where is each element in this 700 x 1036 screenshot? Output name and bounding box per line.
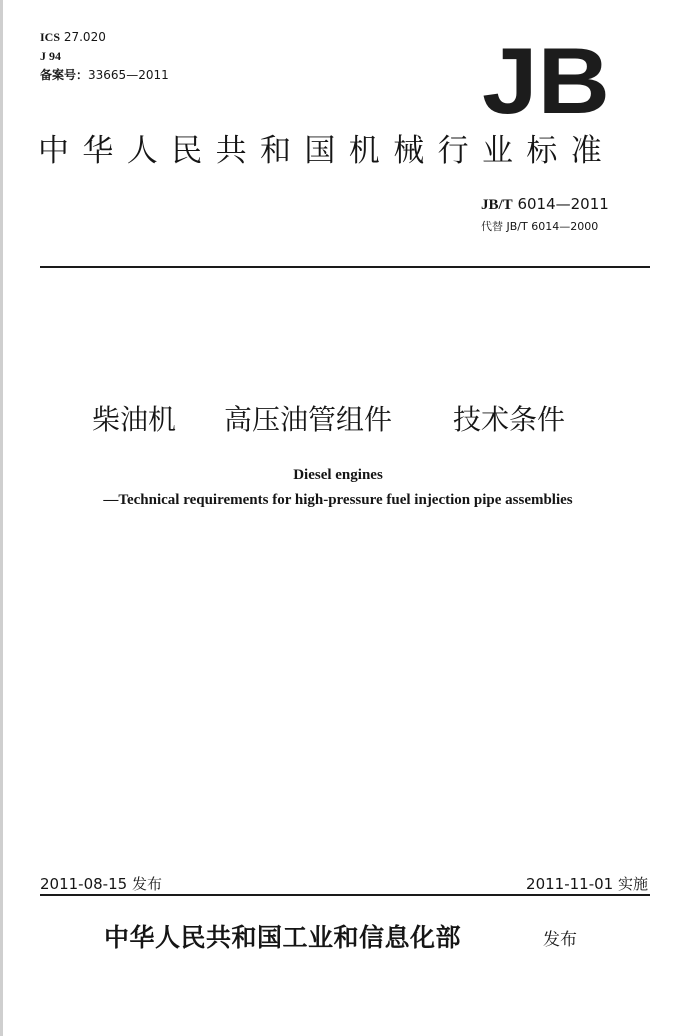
filing-label: 备案号： [40,68,89,82]
page-edge-shadow [0,0,3,1036]
publish-label: 发布 [543,930,577,950]
jb-logo-text: JB [482,42,610,116]
chinese-title-part: 技术条件 [453,403,566,436]
filing-value: 33665—2011 [88,68,169,82]
implementation-date: 2011-11-01 实施 [526,875,648,893]
replaces-standard: 代替 JB/T 6014—2000 [481,220,599,233]
filing-number [40,66,169,85]
industry-standard-title: 中华人民共和国机械行业标准 [38,133,616,169]
jb-logo [480,42,612,116]
chinese-title-part: 高压油管组件 [224,403,393,436]
english-title-line1: Diesel engines [293,467,383,483]
header-divider [40,266,650,268]
chinese-title-part: 柴油机 [92,403,177,436]
ics-label: ICS [40,30,61,44]
ics-code [40,28,169,47]
standard-number [481,195,609,214]
standard-number-value: 6014—2011 [517,195,609,213]
standard-prefix: JB/T [481,197,513,213]
english-title-line2: —Technical requirements for high-pressure fuel injection pipe assemblies [103,492,573,508]
footer-divider [40,894,650,896]
classification-codes [40,28,169,85]
class-code: J 94 [40,49,61,63]
ics-value: 27.020 [63,30,106,44]
issue-date: 2011-08-15 发布 [40,875,162,893]
issuing-ministry: 中华人民共和国工业和信息化部 [104,923,462,952]
